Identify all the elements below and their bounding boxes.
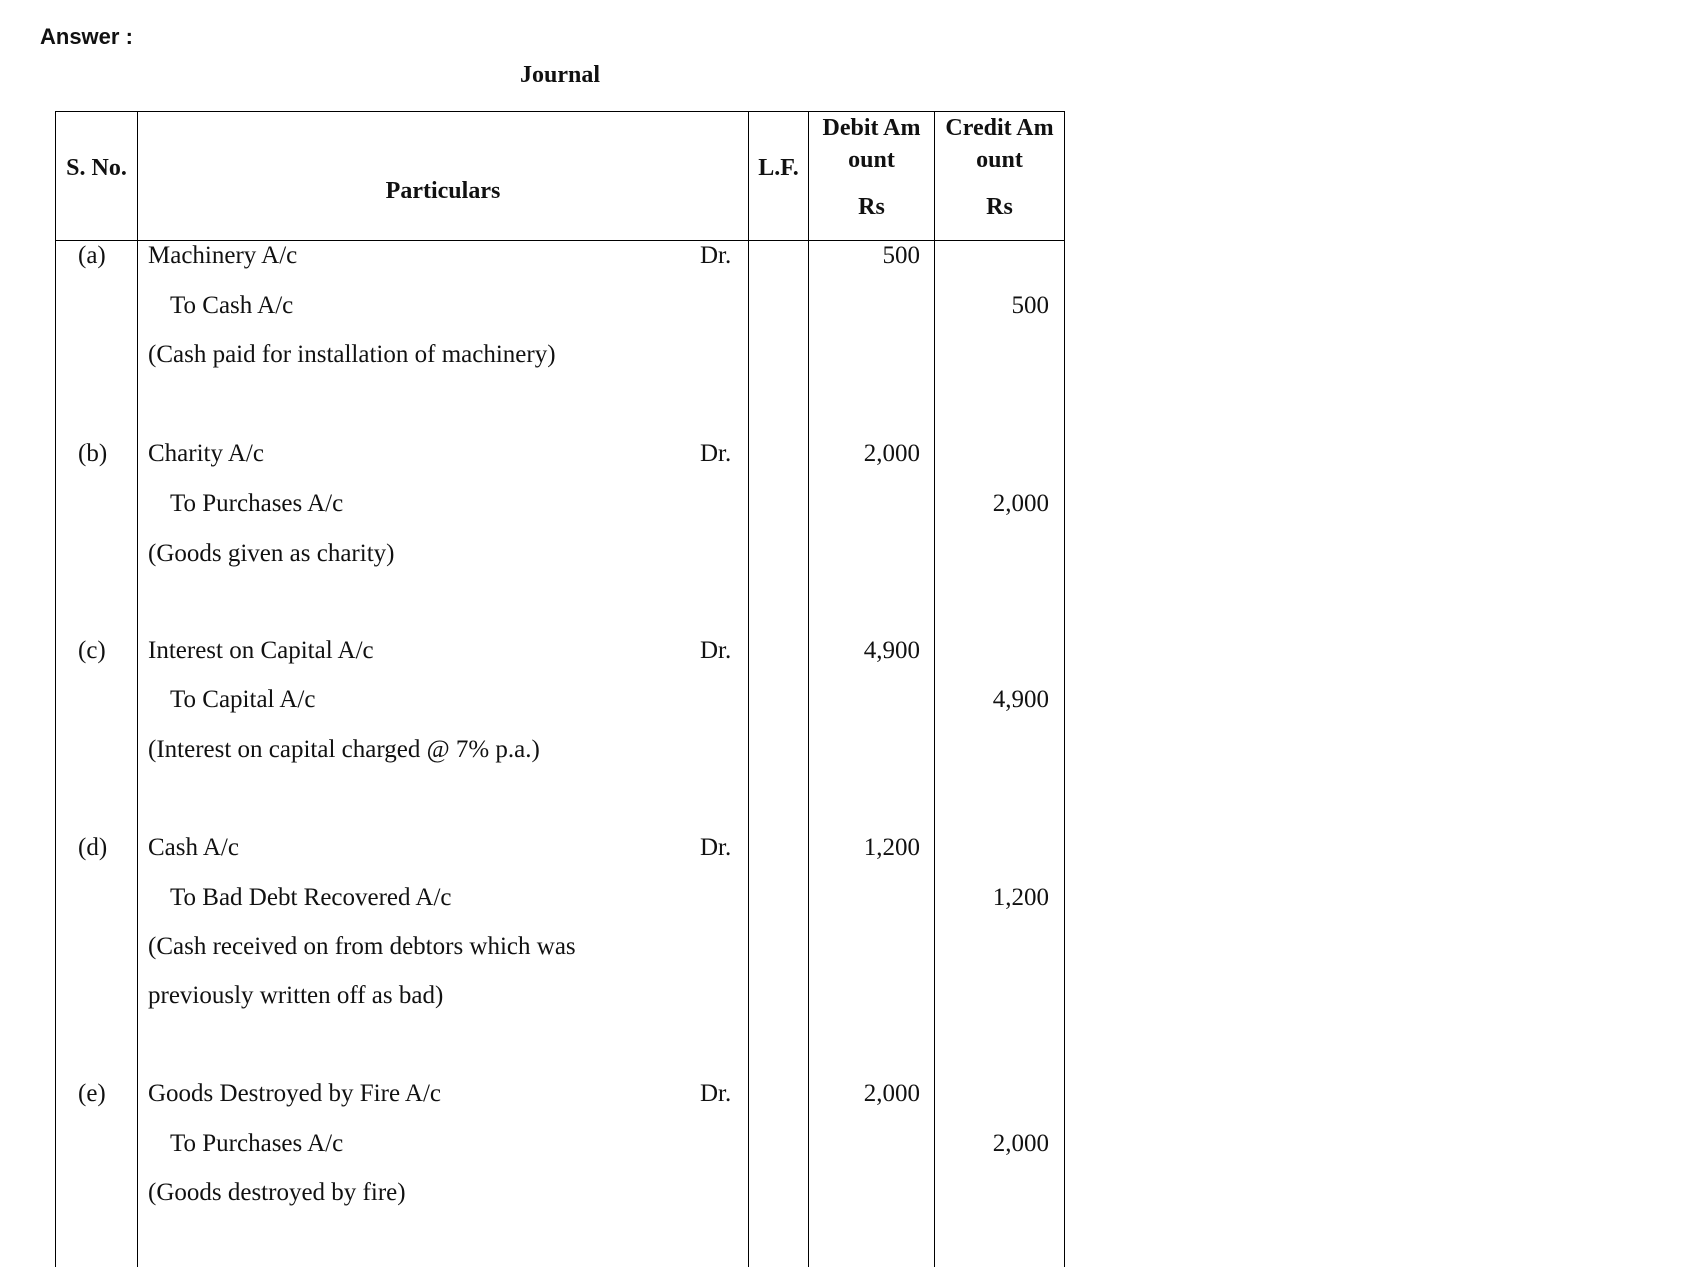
entry-narration: (Cash paid for installation of machinery)	[148, 341, 556, 368]
table-top-border	[55, 111, 1064, 112]
entry-narration: (Cash received on from debtors which was	[148, 933, 576, 960]
entry-credit-account: To Cash A/c	[170, 292, 294, 319]
entry-debit-amount: 4,900	[863, 637, 920, 664]
header-debit-unit: Rs	[858, 194, 885, 220]
entry-debit-amount: 1,200	[863, 834, 920, 861]
entry-narration: (Goods destroyed by fire)	[148, 1179, 406, 1206]
entry-dr-label: Dr.	[700, 637, 732, 664]
header-sno: S. No.	[66, 155, 127, 181]
entry-sno: (c)	[78, 637, 106, 664]
entry-credit-amount: 2,000	[992, 490, 1049, 517]
entry-credit-account: To Purchases A/c	[170, 1130, 344, 1157]
entry-debit-account: Goods Destroyed by Fire A/c	[148, 1080, 442, 1107]
entry-debit-account: Charity A/c	[148, 440, 264, 467]
entry-dr-label: Dr.	[700, 834, 732, 861]
entry-debit-amount: 2,000	[863, 440, 920, 467]
entry-dr-label: Dr.	[700, 1080, 732, 1107]
lf-column-divider	[808, 111, 809, 1267]
header-debit-line1: Debit Am	[822, 115, 921, 141]
entry-credit-amount: 1,200	[992, 884, 1049, 911]
header-credit-line1: Credit Am	[945, 115, 1054, 141]
header-credit-line2: ount	[976, 147, 1023, 173]
entry-narration: (Goods given as charity)	[148, 540, 395, 567]
debit-column-divider	[934, 111, 935, 1267]
header-lf: L.F.	[758, 155, 799, 181]
entry-narration-continued: previously written off as bad)	[148, 982, 444, 1009]
entry-credit-amount: 2,000	[992, 1130, 1049, 1157]
entry-credit-account: To Purchases A/c	[170, 490, 344, 517]
entry-credit-amount: 500	[1011, 292, 1049, 319]
particulars-column-divider	[748, 111, 749, 1267]
header-credit-unit: Rs	[986, 194, 1013, 220]
entry-debit-account: Cash A/c	[148, 834, 239, 861]
table-left-border	[55, 111, 56, 1267]
entry-credit-account: To Capital A/c	[170, 686, 316, 713]
header-debit-line2: ount	[848, 147, 895, 173]
answer-label: Answer :	[40, 24, 133, 49]
entry-narration: (Interest on capital charged @ 7% p.a.)	[148, 736, 540, 763]
entry-sno: (a)	[78, 242, 106, 269]
entry-credit-account: To Bad Debt Recovered A/c	[170, 884, 452, 911]
entry-dr-label: Dr.	[700, 440, 732, 467]
entry-sno: (d)	[78, 834, 108, 861]
entry-debit-amount: 2,000	[863, 1080, 920, 1107]
header-particulars: Particulars	[385, 178, 501, 204]
entry-sno: (e)	[78, 1080, 106, 1107]
journal-title: Journal	[519, 62, 600, 88]
entry-dr-label: Dr.	[700, 242, 732, 269]
sno-column-divider	[137, 111, 138, 1267]
entry-debit-account: Machinery A/c	[148, 242, 298, 269]
entry-sno: (b)	[78, 440, 108, 467]
entry-debit-amount: 500	[882, 242, 920, 269]
table-right-border	[1064, 111, 1065, 1267]
entry-debit-account: Interest on Capital A/c	[148, 637, 374, 664]
entry-credit-amount: 4,900	[992, 686, 1049, 713]
